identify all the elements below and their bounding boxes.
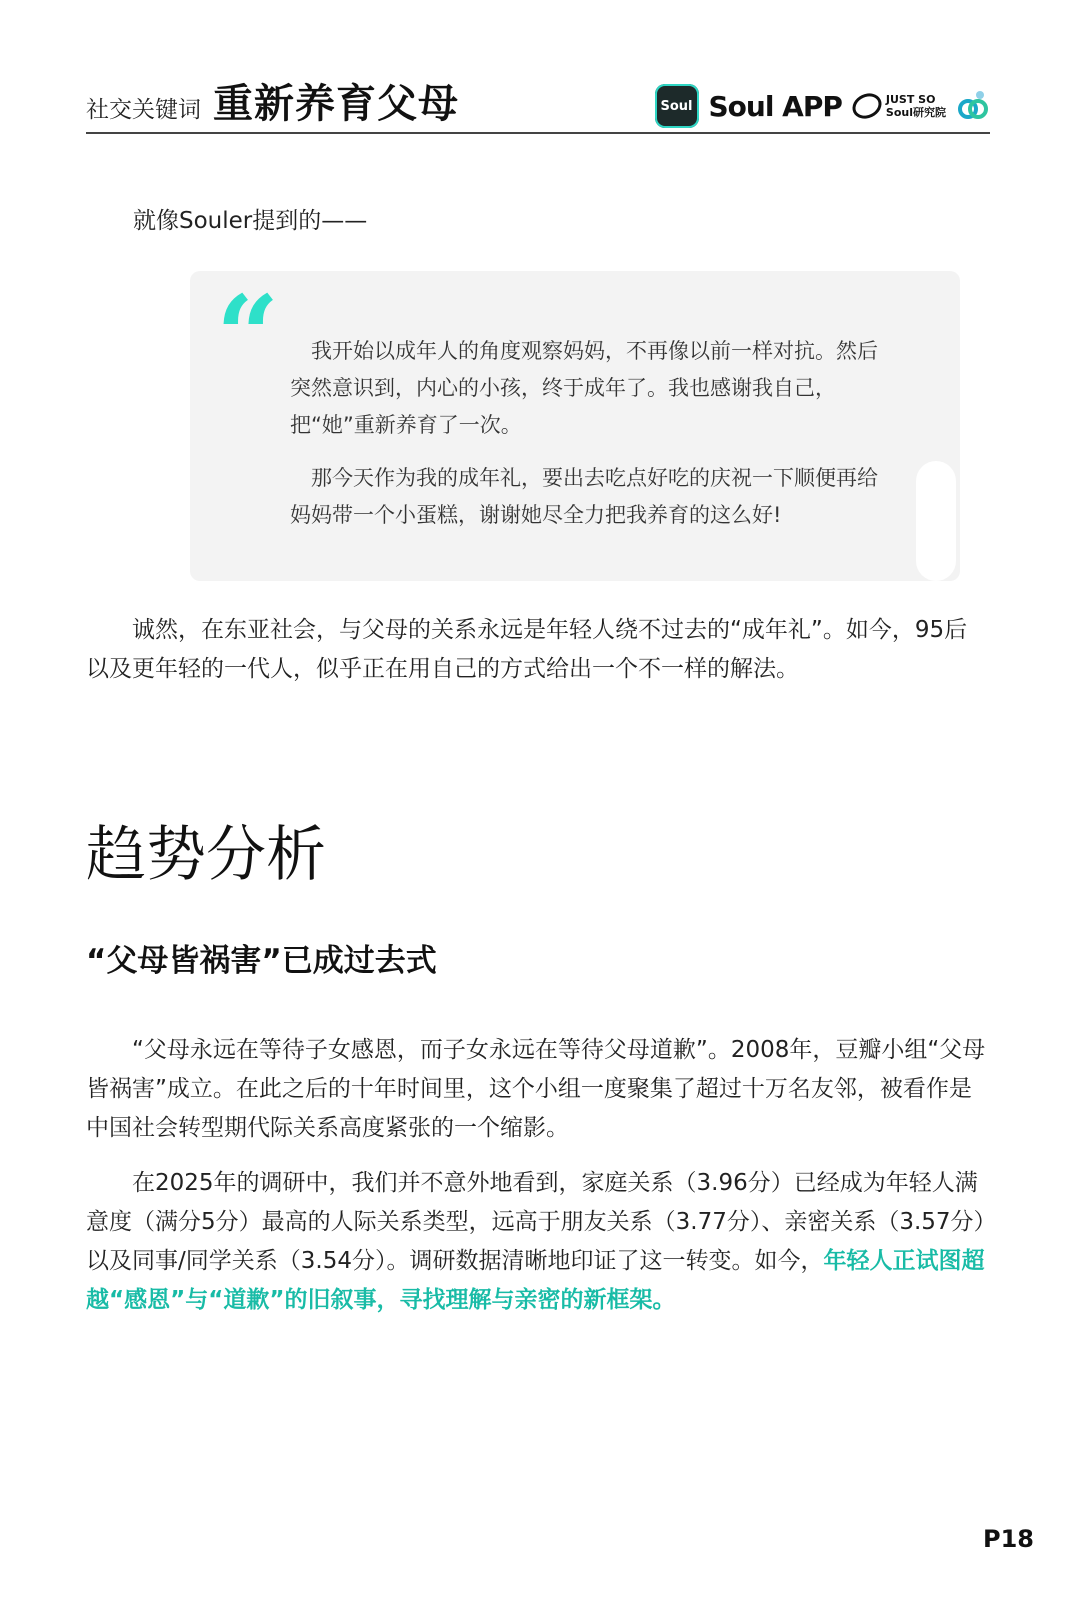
body-paragraph: 诚然，在东亚社会，与父母的关系永远是年轻人绕不过去的“成年礼”。如今，95后以及更年轻的一代人，似乎正在用自己的方式给出一个不一样的解法。	[86, 617, 968, 682]
soul-app-logo: Soul APP	[708, 89, 842, 123]
quote-mark-icon: “	[216, 271, 280, 400]
orbit-icon	[848, 89, 885, 123]
soul-app-icon: Soul	[655, 84, 699, 128]
intro-text: 就像Souler提到的——	[133, 208, 368, 234]
body-paragraph: “父母永远在等待子女感恩，而子女永远在等待父母道歉”。2008年，豆瓣小组“父母皆祸害”成立。在此之后的十年时间里，这个小组一度聚集了超过十万名友邻，被看作是中国社会转型期代际关系高度紧张的一个缩影。	[86, 1037, 986, 1141]
body-paragraph	[86, 1164, 990, 1320]
keyword-label: 社交关键词	[86, 97, 201, 123]
soul-watermark-icon	[910, 451, 960, 581]
highlight-text: 年轻人正试图超越“感恩”与“道歉”的旧叙事，寻找理解与亲密的新框架。	[86, 1248, 985, 1313]
quote-paragraph: 我开始以成年人的角度观察妈妈，不再像以前一样对抗。然后突然意识到，内心的小孩，终于成年了。我也感谢我自己，把“她”重新养育了一次。	[290, 339, 878, 437]
body-text: 在2025年的调研中，我们并不意外地看到，家庭关系（3.96分）已经成为年轻人满意度（满分5分）最高的人际关系类型，远高于朋友关系（3.77分）、亲密关系（3.57分）以及同事/同学关系（3.54分）。调研数据清晰地印证了这一转变。如今，	[86, 1170, 986, 1274]
subsection-title: “父母皆祸害”已成过去式	[86, 943, 437, 979]
quote-paragraph: 那今天作为我的成年礼，要出去吃点好吃的庆祝一下顺便再给妈妈带一个小蛋糕，谢谢她尽全力把我养育的这么好!	[290, 466, 878, 527]
justso-logo	[852, 93, 946, 119]
logo-group	[655, 84, 991, 128]
research-center-logo-icon	[956, 89, 990, 123]
page-number: P18	[983, 1525, 1034, 1553]
justso-line1: JUST SO	[885, 93, 936, 106]
page-header	[86, 72, 990, 134]
header-title: 重新养育父母	[213, 81, 459, 127]
quote-box	[190, 271, 960, 581]
justso-line2: Soul研究院	[885, 106, 946, 119]
section-title: 趋势分析	[86, 820, 326, 890]
